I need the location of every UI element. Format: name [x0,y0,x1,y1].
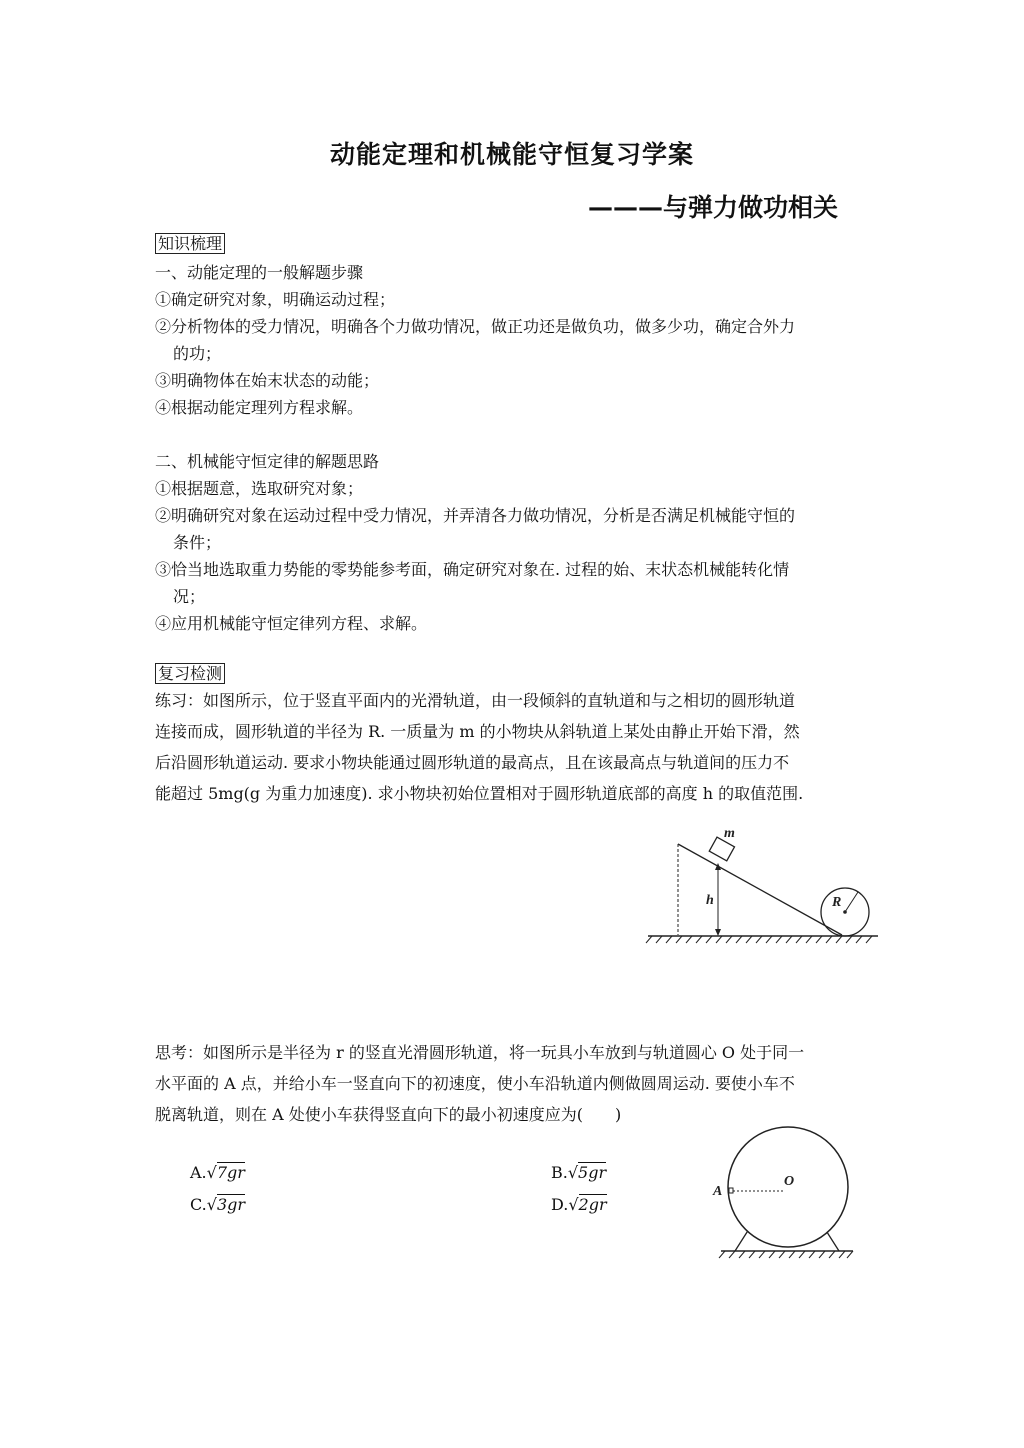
think-line: 脱离轨道，则在 A 处使小车获得竖直向下的最小初速度应为( ) [155,1105,622,1124]
part2-item: 况； [173,587,206,606]
section-knowledge-label: 知识梳理 [155,234,225,254]
exercise-line: 连接而成，圆形轨道的半径为 R. 一质量为 m 的小物块从斜轨道上某处由静止开始下滑，然 [155,722,800,741]
height-arrow-head-up [715,863,721,870]
part1-item: 的功； [173,344,222,363]
sqrt-icon: √ [567,1163,579,1182]
section-review-label: 复习检测 [155,664,225,684]
option-c[interactable]: C.√3gr [190,1195,246,1214]
left-support [735,1229,749,1251]
center-o-label: O [784,1174,795,1189]
exercise-line: 练习：如图所示，位于竖直平面内的光滑轨道，由一段倾斜的直轨道和与之相切的圆形轨道 [155,691,796,710]
incline-loop-figure [640,820,890,950]
part2-item: 条件； [173,533,222,552]
option-a-radicand: 7gr [216,1163,245,1182]
part1-item: ③明确物体在始末状态的动能； [155,371,380,390]
exercise-line: 后沿圆形轨道运动. 要求小物块能通过圆形轨道的最高点，且在该最高点与轨道间的压力不 [155,753,790,772]
sqrt-icon: √ [568,1195,579,1214]
part1-item: ④根据动能定理列方程求解。 [155,398,364,417]
part2-item: ②明确研究对象在运动过程中受力情况，并弄清各力做功情况，分析是否满足机械能守恒的 [155,506,796,525]
option-b-radicand: 5gr [578,1163,607,1182]
height-label: h [706,893,714,908]
page-subtitle: ———与弹力做功相关 [588,193,839,222]
part2-item: ①根据题意，选取研究对象； [155,479,364,498]
part2-heading: 二、机械能守恒定律的解题思路 [155,452,380,471]
option-a[interactable]: A.√7gr [190,1163,245,1182]
ground-hatching [719,1251,853,1258]
radius-line [845,892,858,912]
mass-label: m [724,826,735,841]
point-a-label: A [713,1184,723,1199]
loop-center [843,910,847,914]
part2-item: ③恰当地选取重力势能的零势能参考面，确定研究对象在. 过程的始、末状态机械能转化情 [155,560,790,579]
radius-label: R [832,895,842,910]
option-c-radicand: 3gr [216,1195,246,1214]
sqrt-icon: √ [206,1195,217,1214]
page-title: 动能定理和机械能守恒复习学案 [329,140,694,169]
part1-heading: 一、动能定理的一般解题步骤 [155,263,364,282]
part2-item: ④应用机械能守恒定律列方程、求解。 [155,614,428,633]
part1-item: ①确定研究对象，明确运动过程； [155,290,396,309]
think-line: 水平面的 A 点，并给小车一竖直向下的初速度，使小车沿轨道内侧做圆周运动. 要使小车不 [155,1074,795,1093]
exercise-line: 能超过 5mg(g 为重力加速度). 求小物块初始位置相对于圆形轨道底部的高度 h 的取值范围. [155,784,804,803]
incline-track [678,844,842,935]
circular-track-figure [705,1125,870,1265]
option-d[interactable]: D.√2gr [551,1195,607,1214]
sqrt-icon: √ [206,1163,217,1182]
think-line: 思考：如图所示是半径为 r 的竖直光滑圆形轨道，将一玩具小车放到与轨道圆心 O 处于同一 [155,1043,805,1062]
height-arrow-head-down [715,929,721,936]
option-b[interactable]: B.√5gr [551,1163,607,1182]
part1-item: ②分析物体的受力情况，明确各个力做功情况，做正功还是做负功，做多少功，确定合外力 [155,317,796,336]
option-d-radicand: 2gr [578,1195,607,1214]
ground-hatching [646,936,872,943]
